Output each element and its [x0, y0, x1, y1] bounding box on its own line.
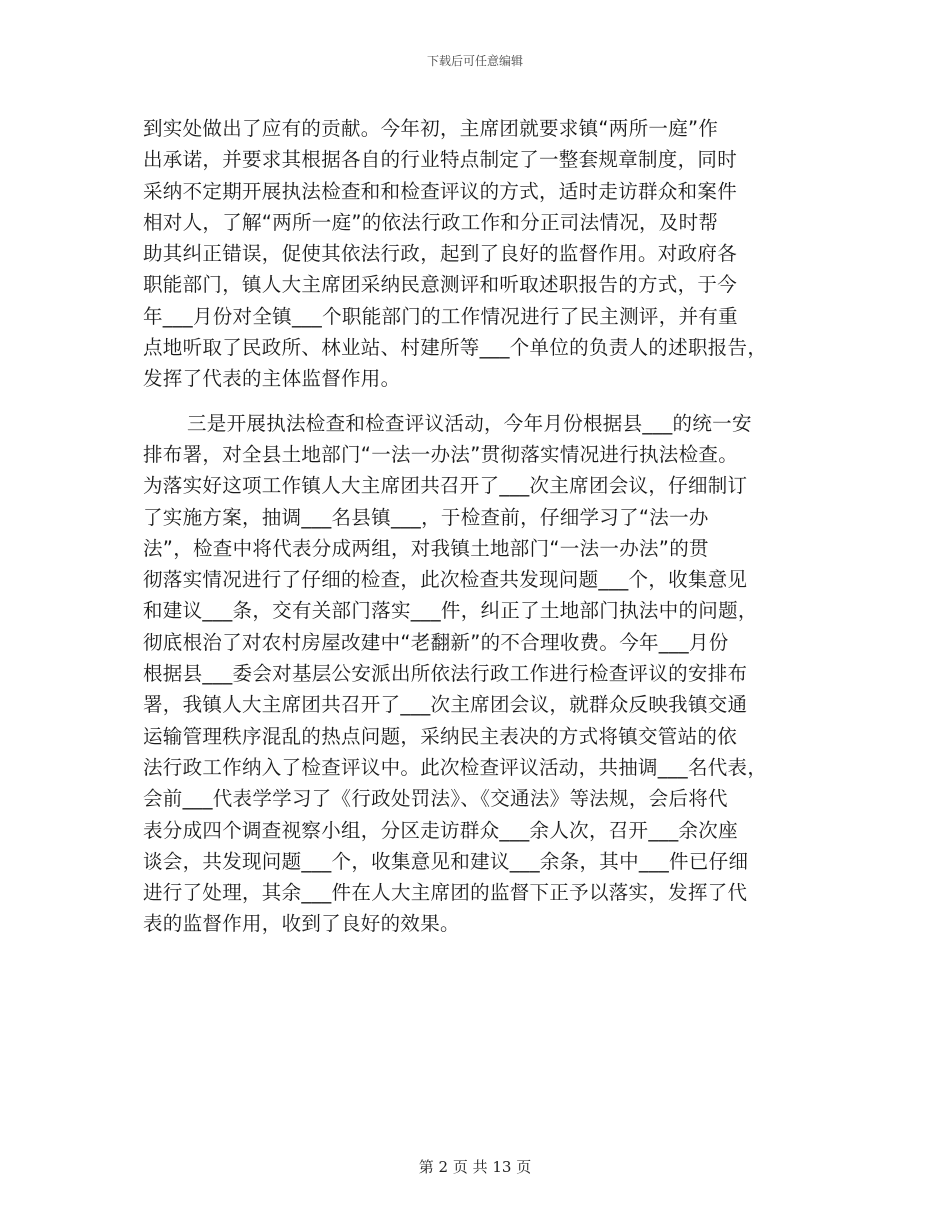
- text-line: 表分成四个调查视察小组，分区走访群众___余人次，召开___余次座: [143, 818, 738, 842]
- page-footer: 第 2 页 共 13 页: [418, 1158, 532, 1176]
- text-line: 根据县___委会对基层公安派出所依法行政工作进行检查评议的安排布: [143, 662, 748, 686]
- text-line: 法”，检查中将代表分成两组，对我镇土地部门“一法一办法”的贯: [143, 536, 709, 560]
- text-line: 年___月份对全镇___个职能部门的工作情况进行了民主测评，并有重: [143, 304, 738, 328]
- text-line: 排布署，对全县土地部门“一法一办法”贯彻落实情况进行执法检查。: [143, 442, 739, 466]
- text-line: 点地听取了民政所、林业站、村建所等___个单位的负责人的述职报告，: [143, 336, 768, 360]
- paragraph-2: [143, 408, 823, 940]
- text-line: 相对人，了解“两所一庭”的依法行政工作和分正司法情况，及时帮: [143, 210, 719, 234]
- text-line: 表的监督作用，收到了良好的效果。: [143, 912, 460, 936]
- text-line: 采纳不定期开展执法检查和和检查评议的方式，适时走访群众和案件: [143, 179, 738, 203]
- text-line: 运输管理秩序混乱的热点问题，采纳民主表决的方式将镇交管站的依: [143, 724, 738, 748]
- paragraph-1: [143, 113, 823, 395]
- text-line: 出承诺，并要求其根据各自的行业特点制定了一整套规章制度，同时: [143, 148, 738, 172]
- text-line: 为落实好这项工作镇人大主席团共召开了___次主席团会议，仔细制订: [143, 474, 748, 498]
- text-line: 进行了处理，其余___件在人大主席团的监督下正予以落实，发挥了代: [143, 881, 748, 905]
- text-line: 了实施方案，抽调___名县镇___，于检查前，仔细学习了“法一办: [143, 505, 709, 529]
- text-line: 谈会，共发现问题___个，收集意见和建议___余条，其中___件已仔细: [143, 849, 749, 873]
- text-line: 法行政工作纳入了检查评议中。此次检查评议活动，共抽调___名代表，: [143, 755, 768, 779]
- text-line: 和建议___条，交有关部门落实___件，纠正了土地部门执法中的问题，: [143, 599, 758, 623]
- text-line: 到实处做出了应有的贡献。今年初，主席团就要求镇“两所一庭”作: [143, 117, 719, 140]
- text-line: 三是开展执法检查和检查评议活动，今年月份根据县___的统一安: [187, 411, 752, 435]
- text-line: 会前___代表学学习了《行政处罚法》、《交通法》等法规，会后将代: [143, 787, 728, 811]
- text-line: 署，我镇人大主席团共召开了___次主席团会议，就群众反映我镇交通: [143, 693, 748, 717]
- text-line: 彻底根治了对农村房屋改建中“老翻新”的不合理收费。今年___月份: [143, 630, 729, 654]
- document-body: [143, 113, 823, 940]
- text-line: 助其纠正错误，促使其依法行政，起到了良好的监督作用。对政府各: [143, 242, 738, 266]
- text-line: 职能部门，镇人大主席团采纳民意测评和听取述职报告的方式，于今: [143, 273, 738, 297]
- text-line: 发挥了代表的主体监督作用。: [143, 367, 401, 391]
- text-line: 彻落实情况进行了仔细的检查，此次检查共发现问题___个，收集意见: [143, 568, 748, 592]
- page-header: 下载后可任意编辑: [426, 54, 523, 68]
